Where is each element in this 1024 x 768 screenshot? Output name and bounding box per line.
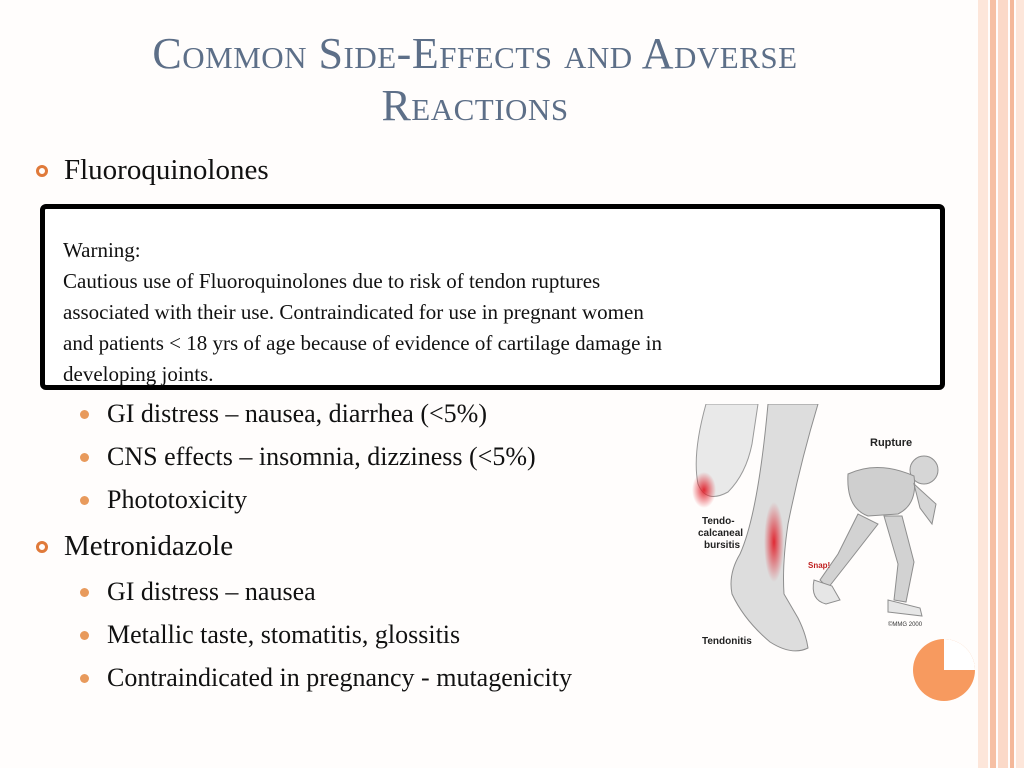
label-bursitis: bursitis	[704, 540, 741, 551]
bullet-dot-icon	[80, 631, 89, 640]
label-rupture: Rupture	[870, 437, 913, 449]
tendonitis-highlight	[764, 502, 784, 582]
section-heading-fluoroquinolones: Fluoroquinolones	[36, 154, 269, 187]
warning-line: developing joints.	[63, 362, 214, 386]
warning-line: associated with their use. Contraindicated for use in pregnant women	[63, 300, 644, 324]
slide-title	[60, 28, 890, 132]
tendon-injury-illustration	[688, 404, 968, 668]
bullet-dot-icon	[80, 410, 89, 419]
bullet-ring-icon	[36, 541, 48, 553]
title-line-1: Common Side-Effects and Adverse	[152, 29, 798, 78]
list-item: GI distress – nausea	[80, 577, 316, 607]
label-tendonitis: Tendonitis	[702, 636, 752, 647]
bullet-dot-icon	[80, 453, 89, 462]
bullet-dot-icon	[80, 674, 89, 683]
list-item: Phototoxicity	[80, 485, 247, 515]
warning-heading: Warning:	[63, 238, 141, 262]
list-item: Metallic taste, stomatitis, glossitis	[80, 620, 460, 650]
warning-line: Cautious use of Fluoroquinolones due to risk of tendon ruptures	[63, 269, 601, 293]
warning-line: and patients < 18 yrs of age because of evidence of cartilage damage in	[63, 331, 663, 355]
label-bursitis: Tendo-	[702, 516, 735, 527]
label-copyright: ©MMG 2000	[888, 622, 923, 628]
list-item: CNS effects – insomnia, dizziness (<5%)	[80, 442, 536, 472]
decorative-stripes	[978, 0, 1024, 768]
section-heading-metronidazole: Metronidazole	[36, 530, 233, 563]
bullet-dot-icon	[80, 588, 89, 597]
runner-drawing	[813, 456, 938, 616]
bullet-ring-icon	[36, 165, 48, 177]
title-line-2: Reactions	[381, 81, 569, 130]
list-item: Contraindicated in pregnancy - mutagenicity	[80, 663, 572, 693]
bullet-dot-icon	[80, 496, 89, 505]
warning-box	[40, 204, 945, 390]
pie-decoration-icon	[912, 638, 976, 702]
bursitis-highlight	[692, 472, 716, 508]
list-item: GI distress – nausea, diarrhea (<5%)	[80, 399, 487, 429]
label-bursitis: calcaneal	[698, 528, 744, 539]
label-snap: Snap!	[808, 561, 831, 570]
